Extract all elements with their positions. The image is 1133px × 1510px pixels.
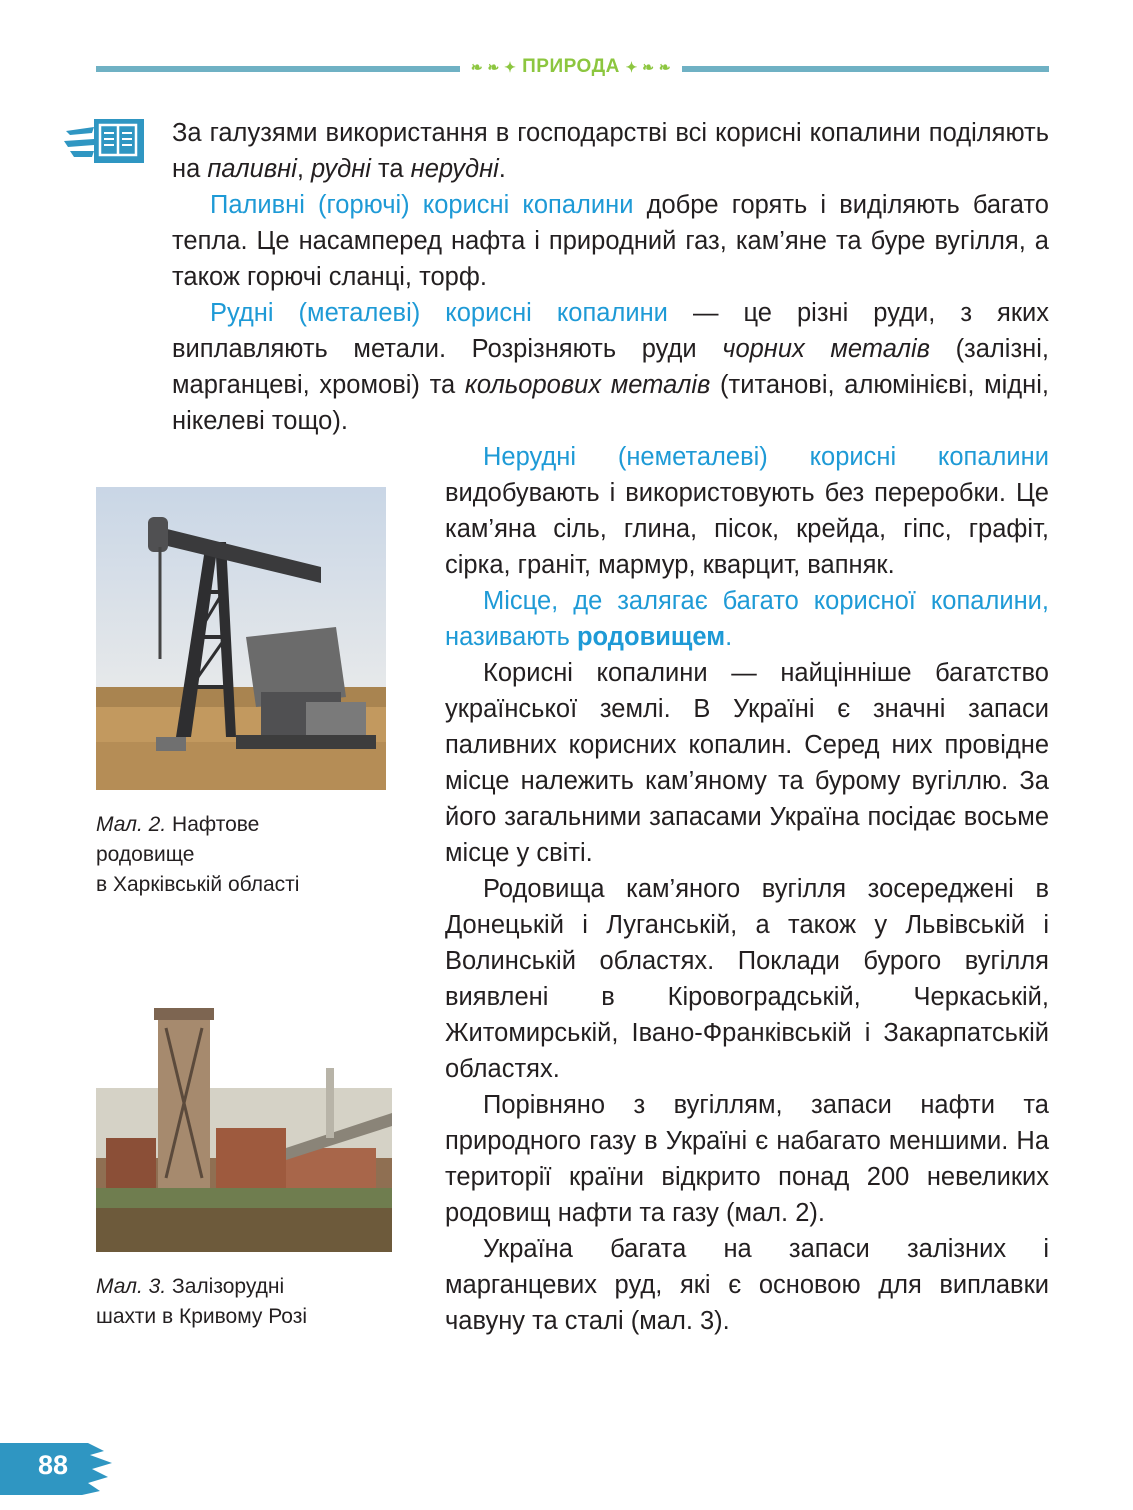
term-deposit: родовищем [576,623,726,651]
header-rule-right [682,66,1049,72]
leaf-ornament-left-icon: ❧ ❧ ✦ [470,59,517,75]
figure-3-label: Мал. 3. [96,1275,167,1298]
paragraph-deposit-definition: Місце, де залягає багато корисної копалини, називають родовищем. [445,587,1049,651]
iron-ore-mine-photo [96,1008,392,1252]
page-number: 88 [38,1450,69,1480]
paragraph-classification: За галузями використання в господарстві всі корисні копалини поділяють на паливні, рудні та нерудні. [172,119,1049,183]
section-title: ПРИРОДА [522,56,620,77]
open-book-icon [64,117,144,165]
term-nonmetal: Нерудні (неметалеві) корисні копалини [483,443,1049,471]
paragraph-fuel: Паливні (горючі) корисні копалини добре горять і виділяють багато тепла. Це насамперед нафта і природний газ, кам’яне та буре вугілля, а також горючі сланці, торф. [172,191,1049,291]
paragraph-wealth: Корисні копалини — найцінніше багатство української землі. В Україні є значні запаси паливних корисних копалин. Серед них провідне місце належить кам’яному та бурому вугіллю. За його загальними запасами Україна посідає восьме місце у світі. [445,659,1049,867]
paragraph-nonmetal: Нерудні (неметалеві) корисні копалини видобувають і використовують без переробки. Це кам’яна сіль, глина, пісок, крейда, гіпс, графіт, сірка, граніт, мармур, кварцит, вапняк. [445,443,1049,579]
main-column-text [445,439,1049,1339]
leaf-ornament-right-icon: ✦ ❧ ❧ [625,59,672,75]
intro-text [172,115,1049,439]
paragraph-coal: Родовища кам’яного вугілля зосереджені в Донецькій і Луганській, а також у Львівській і Волинській областях. Поклади бурого вугілля виявлені в Кіровоградській, Черкаській, Житомирській, Івано-Франківській і Закарпатській областях. [445,875,1049,1083]
paragraph-iron-ore: Україна багата на запаси залізних і марганцевих руд, які є основою для виплавки чавуну та сталі (мал. 3). [445,1235,1049,1335]
oil-field-photo [96,487,386,790]
figure-3-caption: Мал. 3. Залізорудні шахти в Кривому Розі [96,1275,308,1328]
figure-2-label: Мал. 2. [96,813,167,836]
figure-2-caption: Мал. 2. Нафтове родовище в Харківській області [96,813,300,896]
header-rule-left [96,66,460,72]
section-header [460,56,682,78]
paragraph-ore: Рудні (металеві) корисні копалини — це різні руди, з яких виплавляють метали. Розрізняють руди чорних металів (залізні, марганцеві, хромові) та кольорових металів (титанові, алюмінієві, мідні, нікелеві тощо). [172,299,1050,435]
paragraph-oil-gas: Порівняно з вугіллям, запаси нафти та природного газу в Україні є набагато меншими. На території країни відкрито понад 200 невеликих родовищ нафти та газу (мал. 2). [445,1091,1049,1227]
term-ore: Рудні (металеві) корисні копалини [210,299,668,327]
term-fuel: Паливні (горючі) корисні копалини [210,191,634,219]
